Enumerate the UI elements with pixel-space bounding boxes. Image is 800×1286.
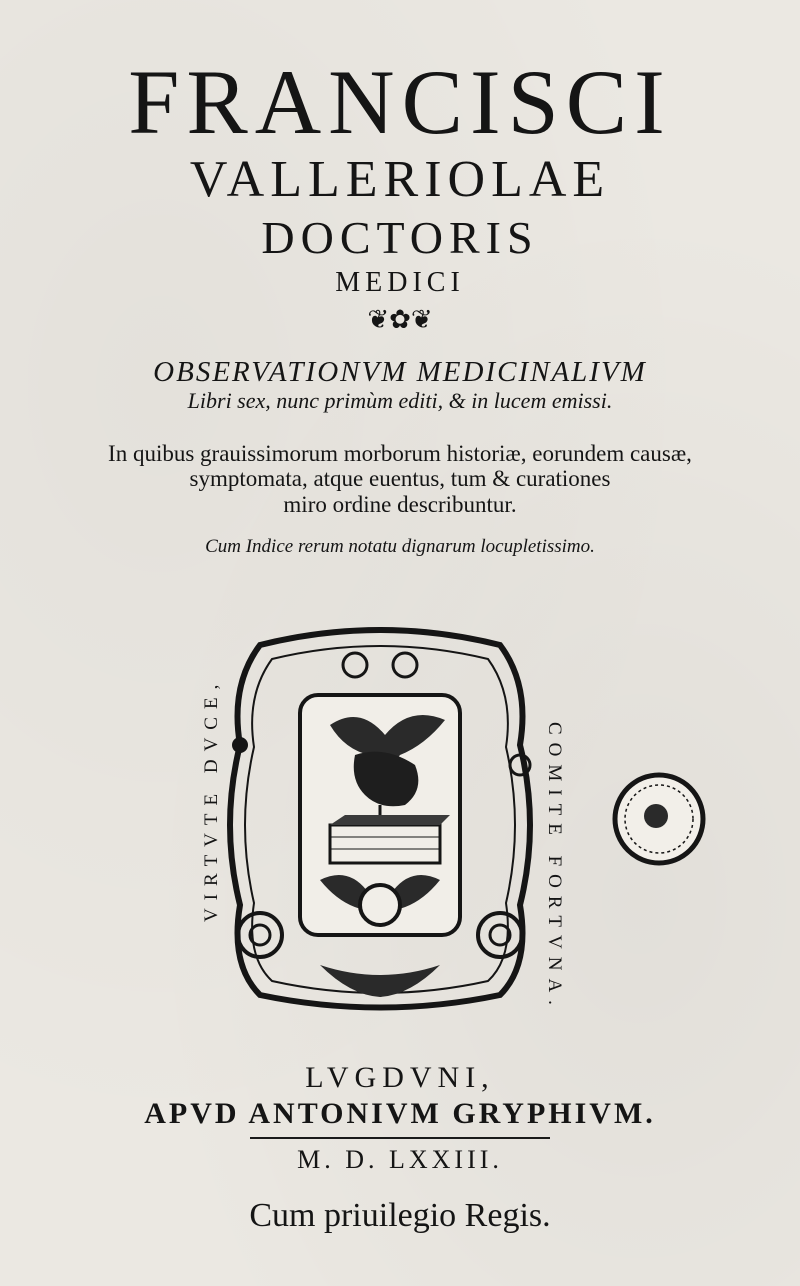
degree-line: DOCTORIS	[261, 212, 539, 263]
subtitle: Libri sex, nunc primùm editi, & in lucem emissi.	[187, 388, 613, 413]
profession-line: MEDICI	[335, 267, 465, 298]
privilege-line: Cum priuilegio Regis.	[249, 1197, 551, 1234]
motto-left: VIRTVTE DVCE,	[201, 676, 222, 922]
library-stamp	[612, 772, 706, 866]
description-line-2: symptomata, atque euentus, tum & curationes	[189, 466, 611, 491]
imprint-rule	[250, 1137, 550, 1139]
printers-mark-griffin-illustration	[220, 625, 540, 1015]
description-line-1: In quibus grauissimorum morborum historiæ, eorundem causæ,	[108, 441, 692, 466]
work-title: OBSERVATIONVM MEDICINALIVM	[153, 356, 647, 388]
motto-right: COMITE FORTVNA.	[544, 722, 565, 1013]
printer-line: APVD ANTONIVM GRYPHIVM.	[144, 1097, 656, 1130]
fleuron-ornament: ❦✿❦	[367, 305, 433, 334]
index-note: Cum Indice rerum notatu dignarum locupletissimo.	[205, 536, 595, 557]
year-line: M. D. LXXIII.	[297, 1145, 503, 1174]
place-of-printing: LVGDVNI,	[305, 1061, 495, 1094]
description-line-3: miro ordine describuntur.	[283, 492, 517, 517]
author-first-name: FRANCISCI	[128, 51, 672, 153]
author-last-name: VALLERIOLAE	[189, 151, 611, 208]
